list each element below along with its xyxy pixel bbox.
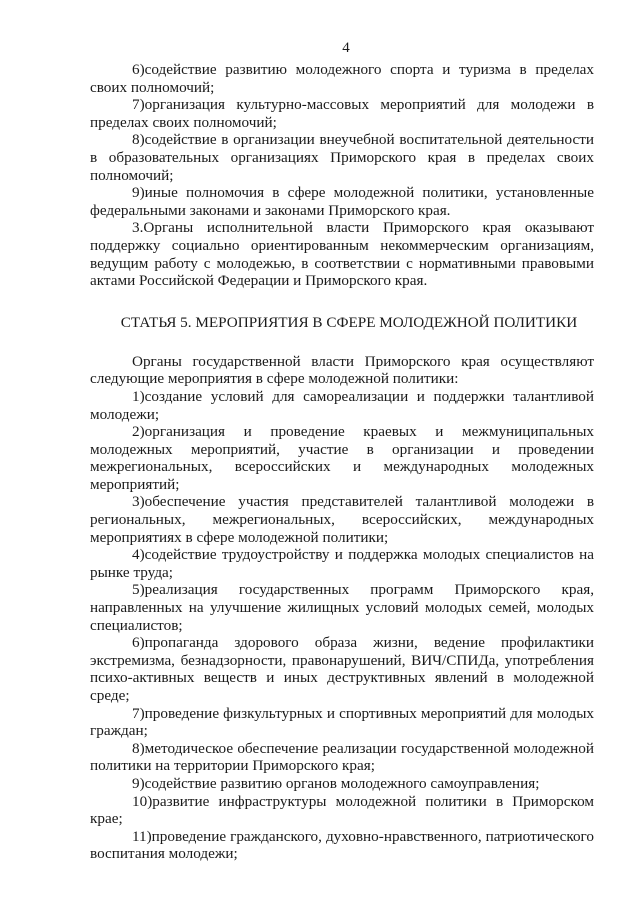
list-item-7: 7)проведение физкультурных и спортивных мероприятий для молодых граждан; — [90, 704, 594, 740]
list-item-4: 4)содействие трудоустройству и поддержка молодых специалистов на рынке труда; — [90, 546, 594, 581]
list-item-6: 6)пропаганда здорового образа жизни, ведение профилактики экстремизма, безнадзорности, правонарушений, ВИЧ/СПИДа, употребления психо-активных веществ и иных деструктивных явлений в молодежной среде; — [90, 634, 594, 704]
article-heading: СТАТЬЯ 5. МЕРОПРИЯТИЯ В СФЕРЕ МОЛОДЕЖНОЙ ПОЛИТИКИ — [120, 313, 578, 331]
paragraph-prev-item-7: 7)организация культурно-массовых мероприятий для молодежи в пределах своих полномочий; — [90, 96, 594, 131]
page-number: 4 — [342, 40, 350, 56]
paragraph-prev-item-9: 9)иные полномочия в сфере молодежной политики, установленные федеральными законами и законами Приморского края. — [90, 184, 594, 219]
list-item-9: 9)содействие развитию органов молодежного самоуправления; — [132, 774, 540, 792]
list-item-10: 10)развитие инфраструктуры молодежной политики в Приморском крае; — [90, 792, 594, 828]
paragraph-prev-item-8: 8)содействие в организации внеучебной воспитательной деятельности в образовательных организациях Приморского края в пределах своих полномочий; — [90, 131, 594, 184]
paragraph-prev-item-6: 6)содействие развитию молодежного спорта и туризма в пределах своих полномочий; — [90, 61, 594, 96]
paragraph-clause-3: 3.Органы исполнительной власти Приморского края оказывают поддержку социально ориентированным некоммерческим организациям, ведущим работу с молодежью, в соответствии с нормативными правовыми актами Российской Федерации и Приморского края. — [90, 219, 594, 290]
list-item-5: 5)реализация государственных программ Приморского края, направленных на улучшение жилищных условий молодых семей, молодых специалистов; — [90, 581, 594, 634]
article-intro: Органы государственной власти Приморского края осуществляют следующие мероприятия в сфере молодежной политики: — [90, 352, 594, 388]
list-item-3: 3)обеспечение участия представителей талантливой молодежи в региональных, межрегиональных, всероссийских, международных мероприятиях в сфере молодежной политики; — [90, 493, 594, 546]
list-item-2: 2)организация и проведение краевых и межмуниципальных молодежных мероприятий, участие в организации и проведении межрегиональных, всероссийских и международных молодежных мероприятий; — [90, 423, 594, 493]
list-item-11: 11)проведение гражданского, духовно-нравственного, патриотического воспитания молодежи; — [90, 827, 594, 863]
list-item-1: 1)создание условий для самореализации и поддержки талантливой молодежи; — [90, 387, 594, 423]
list-item-8: 8)методическое обеспечение реализации государственной молодежной политики на территории Приморского края; — [90, 739, 594, 775]
